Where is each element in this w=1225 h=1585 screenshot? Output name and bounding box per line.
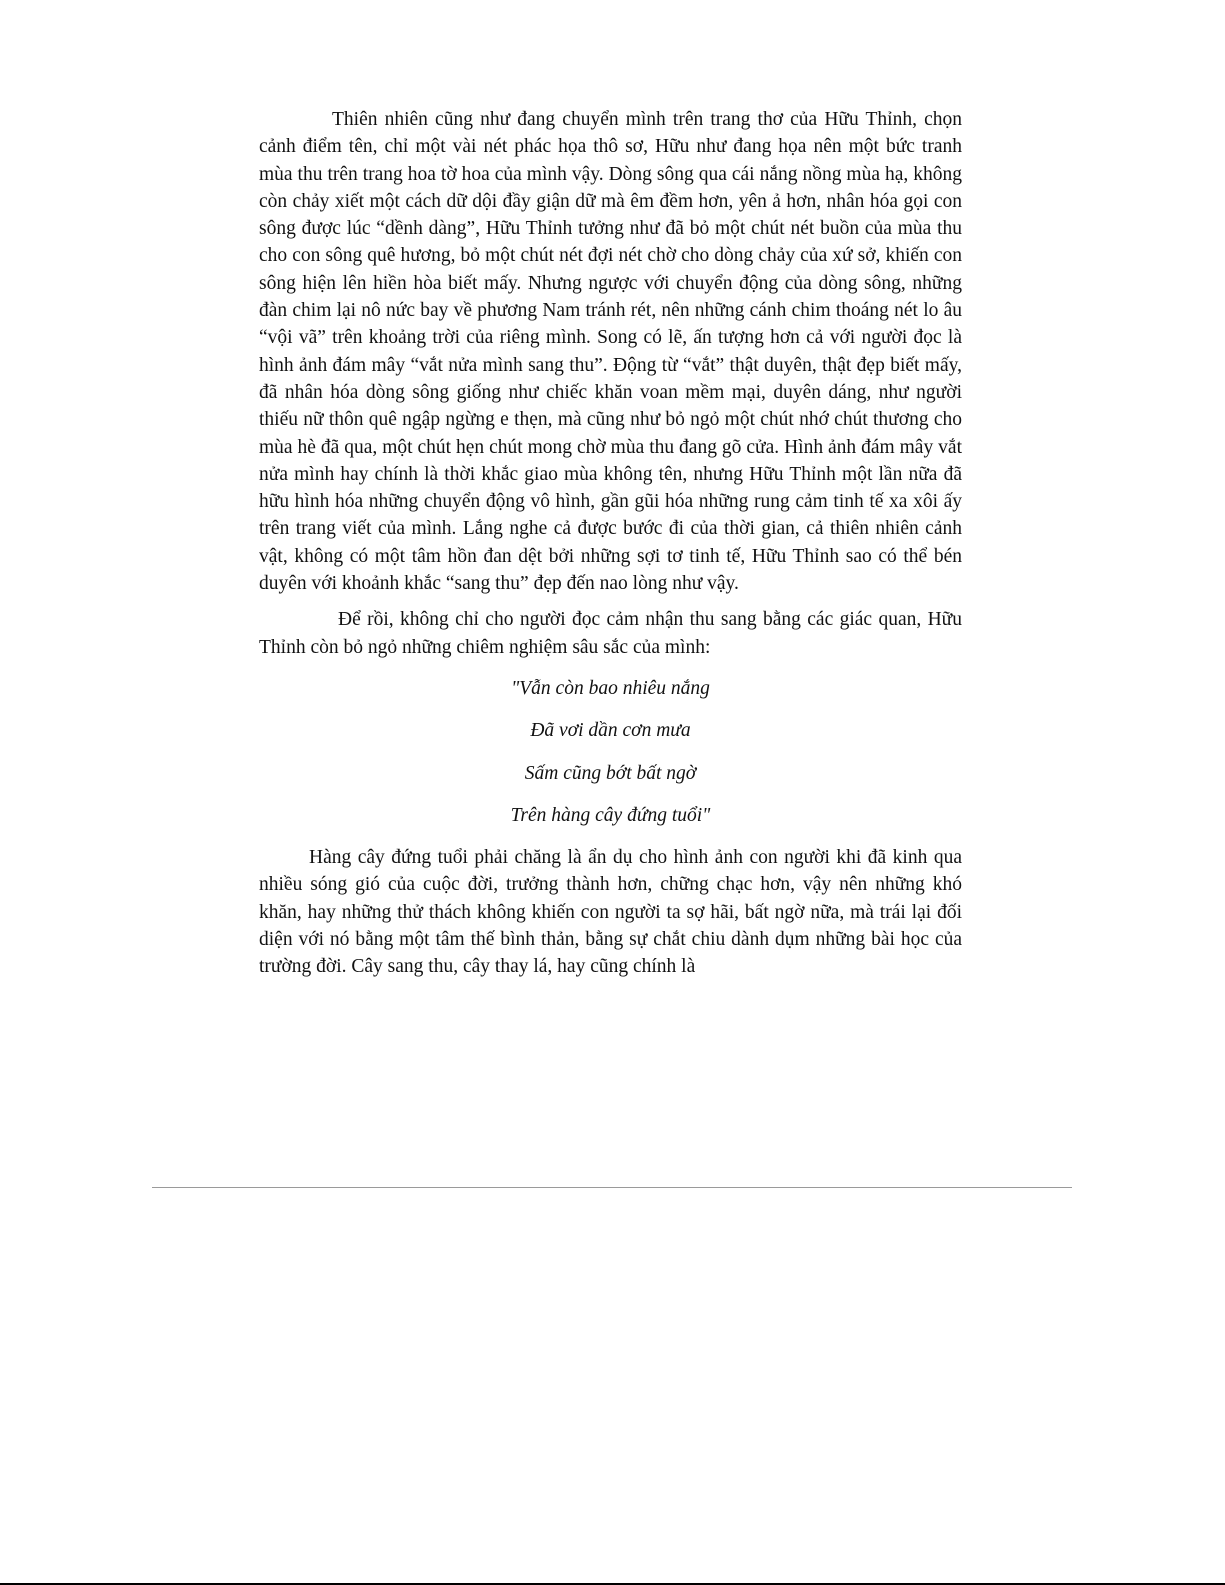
paragraph: Thiên nhiên cũng như đang chuyển mình trên trang thơ của Hữu Thỉnh, chọn cảnh điểm tên, chỉ một vài nét phác họa thô sơ, Hữu như đang họa nên một bức tranh mùa thu trên trang hoa tờ hoa của mình vậy. Dòng sông qua cái nắng nồng mùa hạ, không còn chảy xiết một cách dữ dội đầy giận dữ mà êm đềm hơn, yên ả hơn, nhân hóa gọi con sông được lúc “dềnh dàng”, Hữu Thỉnh tưởng như đã bỏ một chút nét buồn của mùa thu cho con sông quê hương, bỏ một chút nét đợi nét chờ cho dòng chảy của xứ sở, khiến con sông hiện lên hiền hòa biết mấy. Nhưng ngược với chuyển động của dòng sông, những đàn chim lại nô nức bay về phương Nam tránh rét, nên những cánh chim thoáng nét lo âu “vội vã” trên khoảng trời của riêng mình. Song có lẽ, ấn tượng hơn cả với người đọc là hình ảnh đám mây “vắt nửa mình sang thu”. Động từ “vắt” thật duyên, thật đẹp biết mấy, đã nhân hóa dòng sông giống như chiếc khăn voan mềm mại, duyên dáng, như người thiếu nữ thôn quê ngập ngừng e thẹn, mà cũng như bỏ ngỏ một chút nhớ chút thương cho mùa hè đã qua, một chút hẹn chút mong chờ mùa thu đang gõ cửa. Hình ảnh đám mây vắt nửa mình hay chính là thời khắc giao mùa không tên, nhưng Hữu Thỉnh một lần nữa đã hữu hình hóa những chuyển động vô hình, gần gũi hóa những rung cảm tinh tế xa xôi ấy trên trang viết của mình. Lắng nghe cả được bước đi của thời gian, cả thiên nhiên cảnh vật, không có một tâm hồn đan dệt bởi những sợi tơ tinh tế, Hữu Thỉnh sao có thể bén duyên với khoảnh khắc “sang thu” đẹp đến nao lòng như vậy. <box>259 109 962 595</box>
poem-line: Trên hàng cây đứng tuổi" <box>510 804 711 826</box>
paragraph: Hàng cây đứng tuổi phải chăng là ẩn dụ cho hình ảnh con người khi đã kinh qua nhiều sóng gió của cuộc đời, trưởng thành hơn, chững chạc hơn, vậy nên những khó khăn, hay những thử thách không khiến con người ta sợ hãi, bất ngờ nữa, mà trái lại đối diện với nó bằng một tâm thế bình thản, bằng sự chắt chiu dành dụm những bài học của trường đời. Cây sang thu, cây thay lá, hay cũng chính là <box>259 847 962 978</box>
document-body <box>259 106 962 981</box>
paragraph: Để rồi, không chỉ cho người đọc cảm nhận thu sang bằng các giác quan, Hữu Thỉnh còn bỏ ngỏ những chiêm nghiệm sâu sắc của mình: <box>259 609 962 658</box>
poem-line: Sấm cũng bớt bất ngờ <box>524 762 697 784</box>
poem-line: Đã vơi dần cơn mưa <box>530 720 691 742</box>
poem-line: "Vẫn còn bao nhiêu nắng <box>511 677 710 699</box>
poem-stanza <box>259 675 962 829</box>
page-divider <box>152 1187 1072 1188</box>
